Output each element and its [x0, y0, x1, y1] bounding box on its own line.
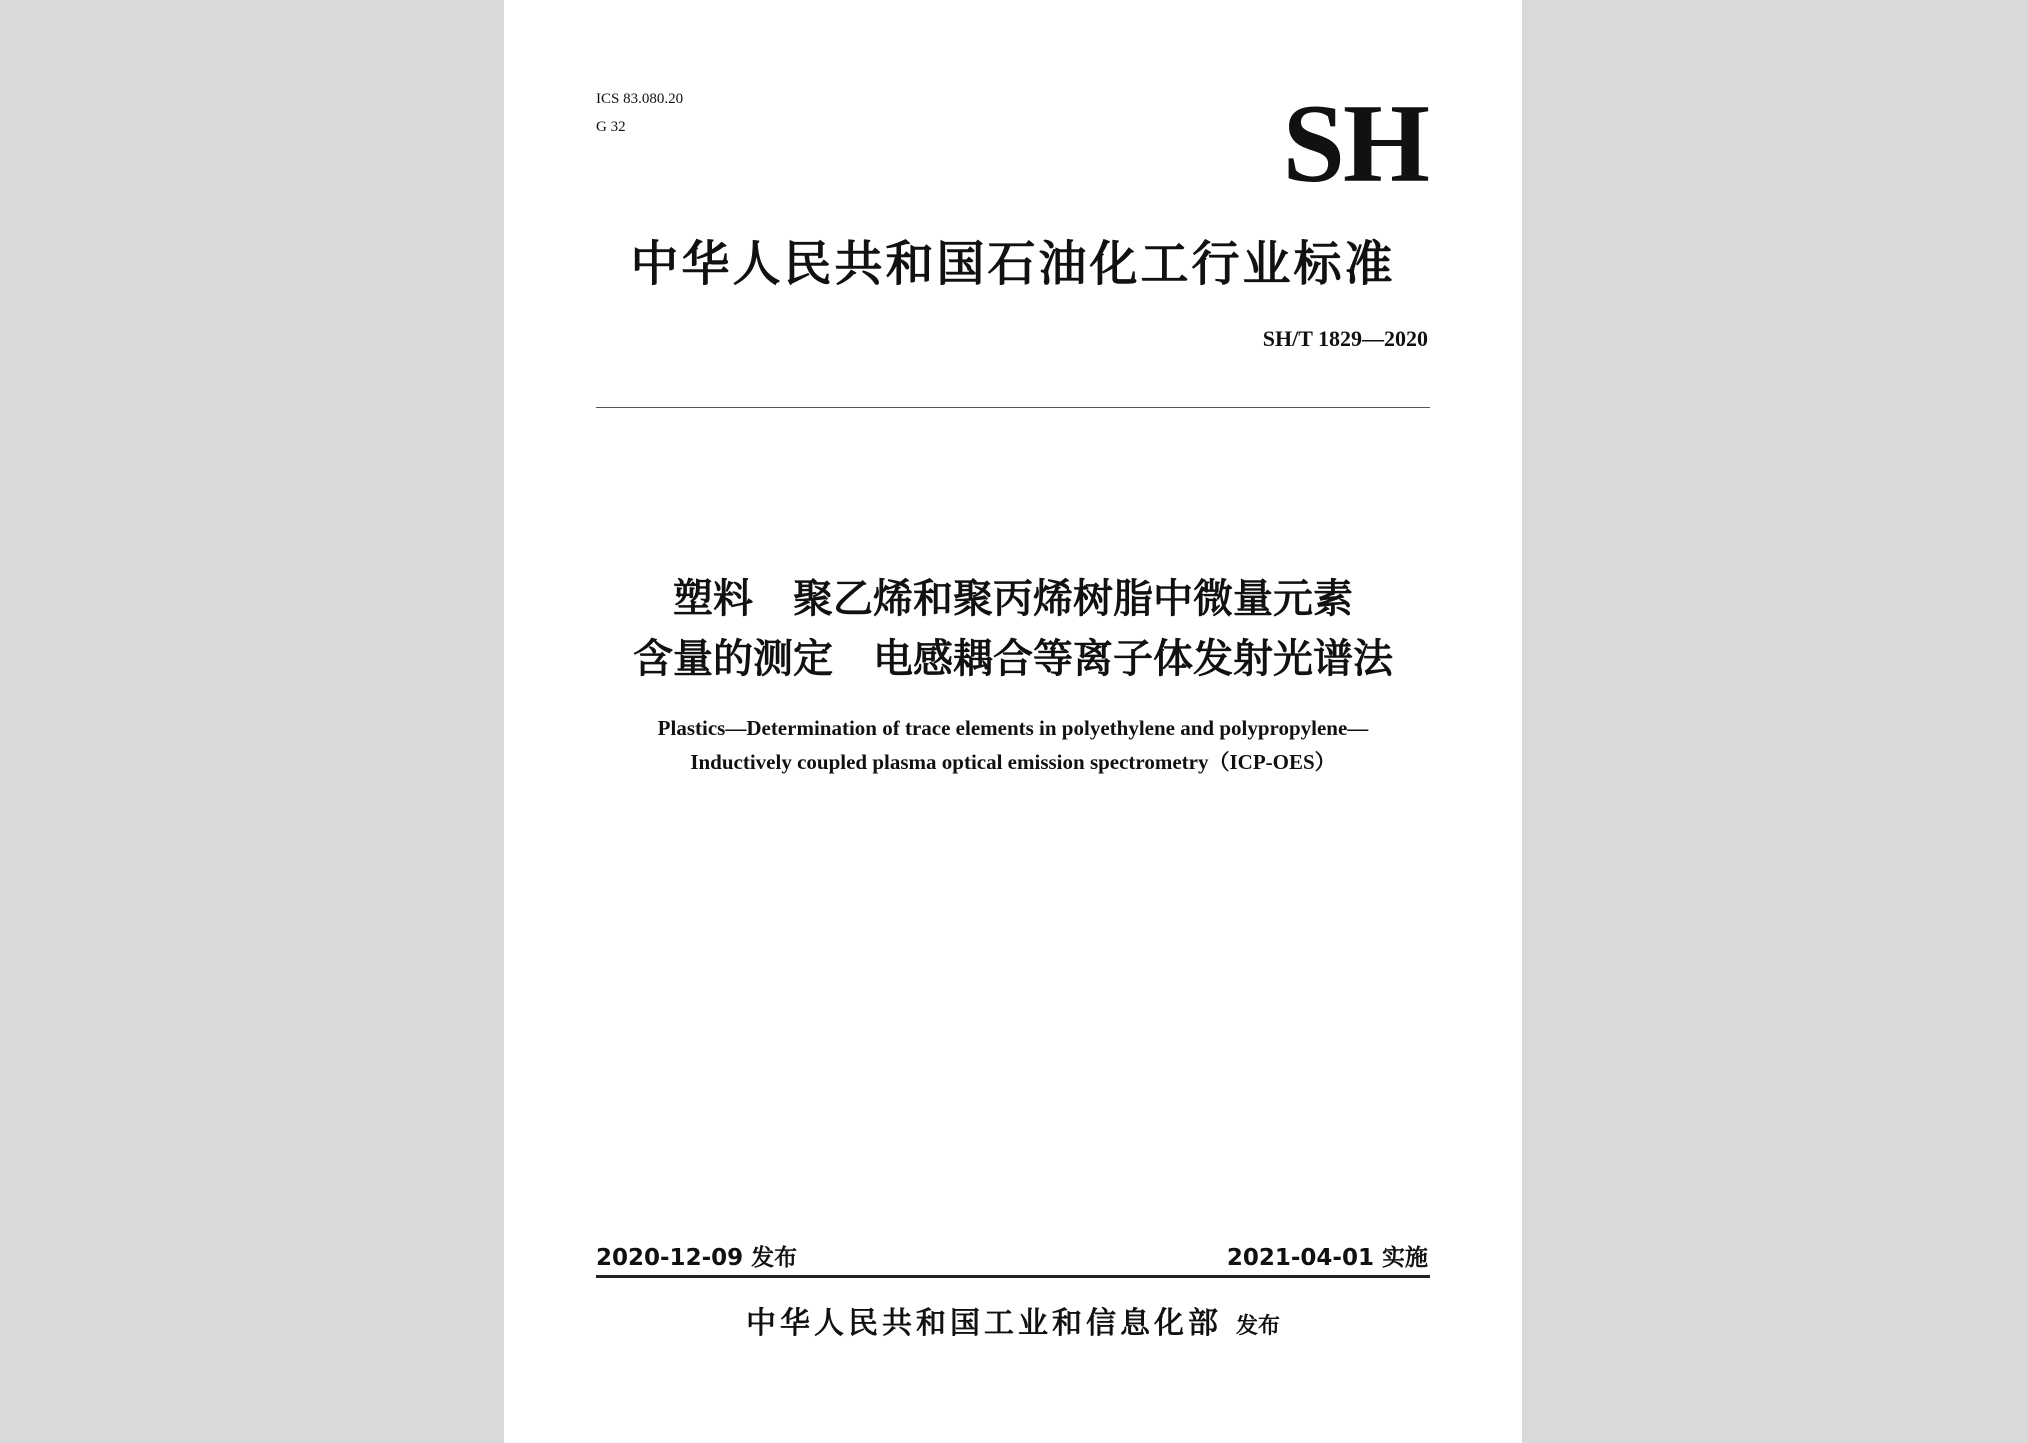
sh-logo: SH	[1282, 82, 1428, 206]
issuer-suffix: 发布	[1235, 1314, 1280, 1339]
ics-code: ICS 83.080.20	[596, 91, 684, 107]
document-page	[504, 0, 1522, 1443]
ccs-code: G 32	[596, 119, 626, 135]
chinese-title-line-2: 含量的测定 电感耦合等离子体发射光谱法	[633, 636, 1393, 682]
english-title-line-2: Inductively coupled plasma optical emission spectrometry（ICP-OES）	[690, 750, 1336, 774]
standard-number: SH/T 1829—2020	[1262, 326, 1428, 351]
english-title-line-1: Plastics—Determination of trace elements in polyethylene and polypropylene—	[657, 716, 1369, 740]
issue-date: 2020-12-09 发布	[596, 1245, 798, 1271]
header-divider	[596, 407, 1430, 408]
issuer-line	[504, 1304, 1522, 1347]
implementation-date: 2021-04-01 实施	[1226, 1245, 1428, 1271]
chinese-title-line-1: 塑料 聚乙烯和聚丙烯树脂中微量元素	[673, 576, 1353, 622]
footer-divider	[596, 1275, 1430, 1278]
standard-title: 中华人民共和国石油化工行业标准	[630, 236, 1396, 292]
issuer-name: 中华人民共和国工业和信息化部	[745, 1306, 1222, 1341]
